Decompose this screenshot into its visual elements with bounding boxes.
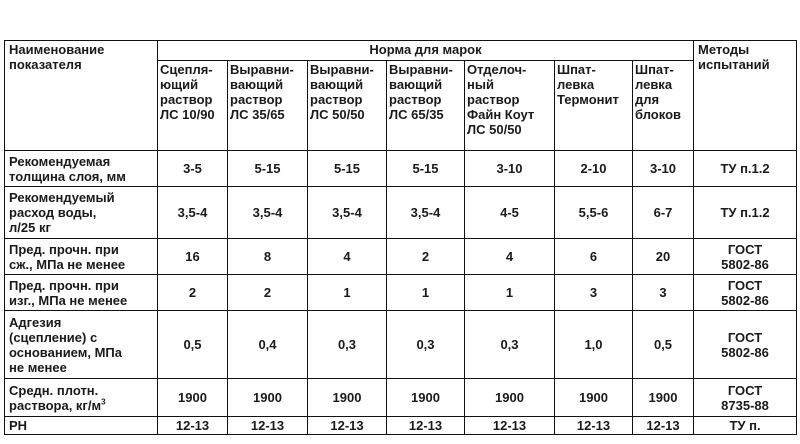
grade-header: Шпат- левка для блоков — [633, 61, 694, 151]
grade-header: Выравни- вающий раствор ЛС 35/65 — [228, 61, 308, 151]
row-label: Рекомендуемая толщина слоя, мм — [5, 151, 158, 187]
table-cell: 8 — [228, 239, 308, 275]
table-cell: 0,4 — [228, 311, 308, 379]
table-row — [5, 275, 797, 311]
table-cell: 3,5-4 — [158, 187, 228, 239]
table-row — [5, 151, 797, 187]
row-label: Пред. прочн. при изг., МПа не менее — [5, 275, 158, 311]
row-label — [5, 379, 158, 417]
method-cell: ГОСТ 5802-86 — [694, 239, 797, 275]
specifications-table — [4, 40, 797, 435]
table-cell: 1900 — [308, 379, 387, 417]
table-cell: 4-5 — [465, 187, 555, 239]
table-cell: 3-5 — [158, 151, 228, 187]
table-cell: 12-13 — [387, 417, 465, 435]
table-cell: 3 — [633, 275, 694, 311]
method-cell: ГОСТ 8735-88 — [694, 379, 797, 417]
table-cell: 3-10 — [465, 151, 555, 187]
table-cell: 0,3 — [308, 311, 387, 379]
row-label-text: Средн. плотн. раствора, кг/м — [9, 382, 102, 413]
table-cell: 20 — [633, 239, 694, 275]
table-cell: 5,5-6 — [555, 187, 633, 239]
table-cell: 2 — [228, 275, 308, 311]
table-cell: 0,3 — [465, 311, 555, 379]
indicator-header: Наименование показателя — [5, 41, 158, 151]
table-cell: 1,0 — [555, 311, 633, 379]
method-cell: ГОСТ 5802-86 — [694, 275, 797, 311]
table-cell: 6-7 — [633, 187, 694, 239]
table-cell: 1900 — [158, 379, 228, 417]
row-label: Адгезия (сцепление) с основанием, МПа не менее — [5, 311, 158, 379]
norm-header: Норма для марок — [158, 41, 694, 61]
table-cell: 12-13 — [555, 417, 633, 435]
grade-header: Шпат- левка Термонит — [555, 61, 633, 151]
method-cell: ГОСТ 5802-86 — [694, 311, 797, 379]
table-cell: 1 — [387, 275, 465, 311]
method-cell: ТУ п.1.2 — [694, 187, 797, 239]
table-cell: 6 — [555, 239, 633, 275]
row-label: Пред. прочн. при сж., МПа не менее — [5, 239, 158, 275]
methods-header: Методы испытаний — [694, 41, 797, 151]
table-cell: 1 — [308, 275, 387, 311]
table-cell: 2 — [158, 275, 228, 311]
table-cell: 12-13 — [465, 417, 555, 435]
table-cell: 1900 — [633, 379, 694, 417]
table-cell: 1900 — [387, 379, 465, 417]
grade-header: Выравни- вающий раствор ЛС 65/35 — [387, 61, 465, 151]
table-cell: 1900 — [228, 379, 308, 417]
table-cell: 5-15 — [308, 151, 387, 187]
method-cell: ТУ п.1.2 — [694, 151, 797, 187]
grade-header: Выравни- вающий раствор ЛС 50/50 — [308, 61, 387, 151]
table-cell: 3,5-4 — [228, 187, 308, 239]
table-cell: 5-15 — [228, 151, 308, 187]
grade-header: Сцепля- ющий раствор ЛС 10/90 — [158, 61, 228, 151]
table-cell: 4 — [308, 239, 387, 275]
table-cell: 12-13 — [308, 417, 387, 435]
table-row — [5, 187, 797, 239]
table-cell: 2 — [387, 239, 465, 275]
row-label: Рекомендуемый расход воды, л/25 кг — [5, 187, 158, 239]
table-cell: 0,3 — [387, 311, 465, 379]
table-cell: 0,5 — [633, 311, 694, 379]
method-cell: ТУ п. — [694, 417, 797, 435]
table-cell: 5-15 — [387, 151, 465, 187]
grade-header: Отделоч- ный раствор Файн Коут ЛС 50/50 — [465, 61, 555, 151]
table-row — [5, 417, 797, 435]
table-cell: 0,5 — [158, 311, 228, 379]
table-cell: 3-10 — [633, 151, 694, 187]
table-cell: 1900 — [555, 379, 633, 417]
superscript: 3 — [101, 397, 106, 407]
table-cell: 12-13 — [158, 417, 228, 435]
row-label: PH — [5, 417, 158, 435]
table-cell: 12-13 — [633, 417, 694, 435]
header-row — [5, 41, 797, 61]
table-cell: 1900 — [465, 379, 555, 417]
table-row — [5, 311, 797, 379]
table-row — [5, 379, 797, 417]
table-cell: 2-10 — [555, 151, 633, 187]
table-cell: 16 — [158, 239, 228, 275]
table-cell: 1 — [465, 275, 555, 311]
table-cell: 3,5-4 — [387, 187, 465, 239]
table-row — [5, 239, 797, 275]
table-cell: 4 — [465, 239, 555, 275]
table-cell: 3 — [555, 275, 633, 311]
table-cell: 12-13 — [228, 417, 308, 435]
table-cell: 3,5-4 — [308, 187, 387, 239]
